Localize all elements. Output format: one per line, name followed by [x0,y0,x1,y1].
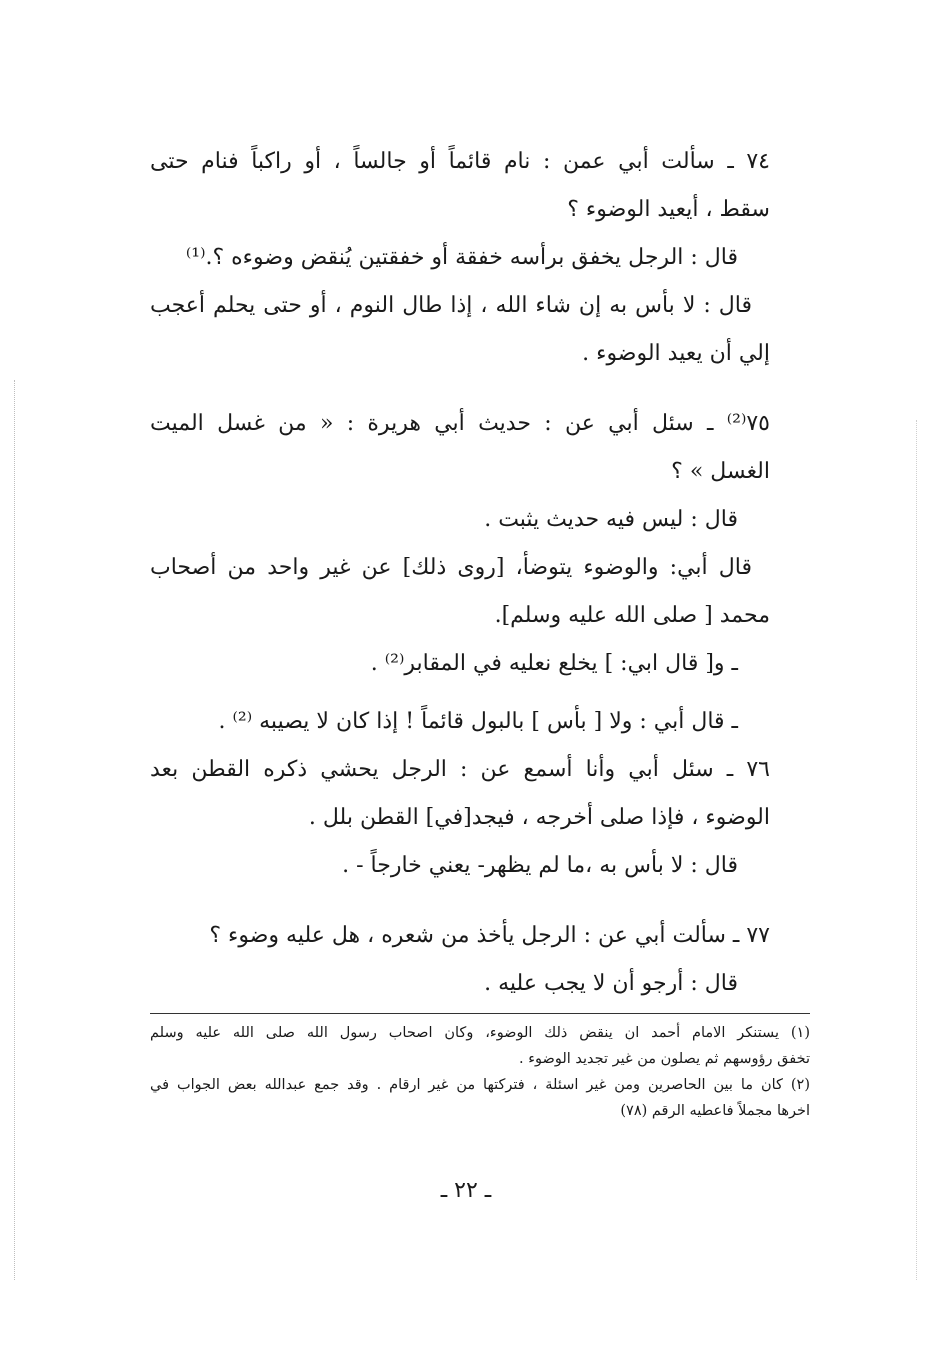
footnote-1-continued: تخفق رؤوسهم ثم يصلون من غير تجديد الوضوء . [518,1051,810,1067]
text-line: الغسل » ؟ [671,459,770,484]
text-line: قال أبي: والوضوء يتوضأ، [روى ذلك] عن غير واحد من أصحاب [150,555,752,580]
text-line: ٧٦ ـ سئل أبي وأنا أسمع عن : الرجل يحشي ذكره القطن بعد [150,757,770,782]
text-line: ٧٤ ـ سألت أبي عمن : نام قائماً أو جالساً ، أو راكباً فنام حتى [150,149,770,174]
scan-margin-line-right [916,420,918,1280]
footnote-2-continued: اخرها مجملاً فاعطيه الرقم (٧٨) [620,1103,810,1119]
text-line: إلي أن يعيد الوضوء . [582,341,770,366]
footnotes [150,1013,810,1124]
text-line: ٧٥⁽²⁾ ـ سئل أبي عن : حديث أبي هريرة : « من غسل الميت [150,411,770,436]
text-line: قال : لا بأس به ،ما لم يظهر- يعني خارجاً - . [342,853,738,878]
text-line: قال : الرجل يخفق برأسه خفقة أو خفقتين يُنقض وضوءه ؟.⁽¹⁾ [185,245,738,270]
spacer [150,688,770,698]
spacer [150,890,770,912]
text-line: ـ قال أبي : ولا [ بأس ] بالبول قائماً ! إذا كان لا يصيبه ⁽²⁾ . [218,709,738,734]
text-line: محمد [ صلى الله عليه وسلم]. [494,603,770,628]
entry-urination-note [150,698,770,746]
text-line: الوضوء ، فإذا صلى أخرجه ، فيجد[في] القطن بلل . [308,805,770,830]
entry-76 [150,746,770,890]
text-line: سقط ، أيعيد الوضوء ؟ [567,197,770,222]
text-line: ـ و[ قال ابي: ] يخلع نعليه في المقابر⁽²⁾ . [370,651,738,676]
scan-margin-line [14,380,16,1280]
page-number: ـ ٢٢ ـ [440,1178,492,1203]
entry-75 [150,400,770,688]
entry-74 [150,138,770,378]
text-line: قال : لا بأس به إن شاء الله ، إذا طال النوم ، أو حتى يحلم أعجب [150,293,752,318]
text-line: قال : ليس فيه حديث يثبت . [484,507,738,532]
footnote-1: (١) يستنكر الامام أحمد ان ينقض ذلك الوضوء، وكان اصحاب رسول الله صلى الله عليه وسلم [150,1025,810,1041]
spacer [150,378,770,400]
main-text [150,138,770,1008]
text-line: ٧٧ ـ سألت أبي عن : الرجل يأخذ من شعره ، هل عليه وضوء ؟ [209,923,770,948]
footnote-2: (٢) كان ما بين الحاصرين ومن غير اسئلة ، فتركتها من غير ارقام . وقد جمع عبدالله بعض الجواب في [150,1077,810,1093]
entry-77 [150,912,770,1008]
text-line: قال : أرجو أن لا يجب عليه . [484,971,738,996]
